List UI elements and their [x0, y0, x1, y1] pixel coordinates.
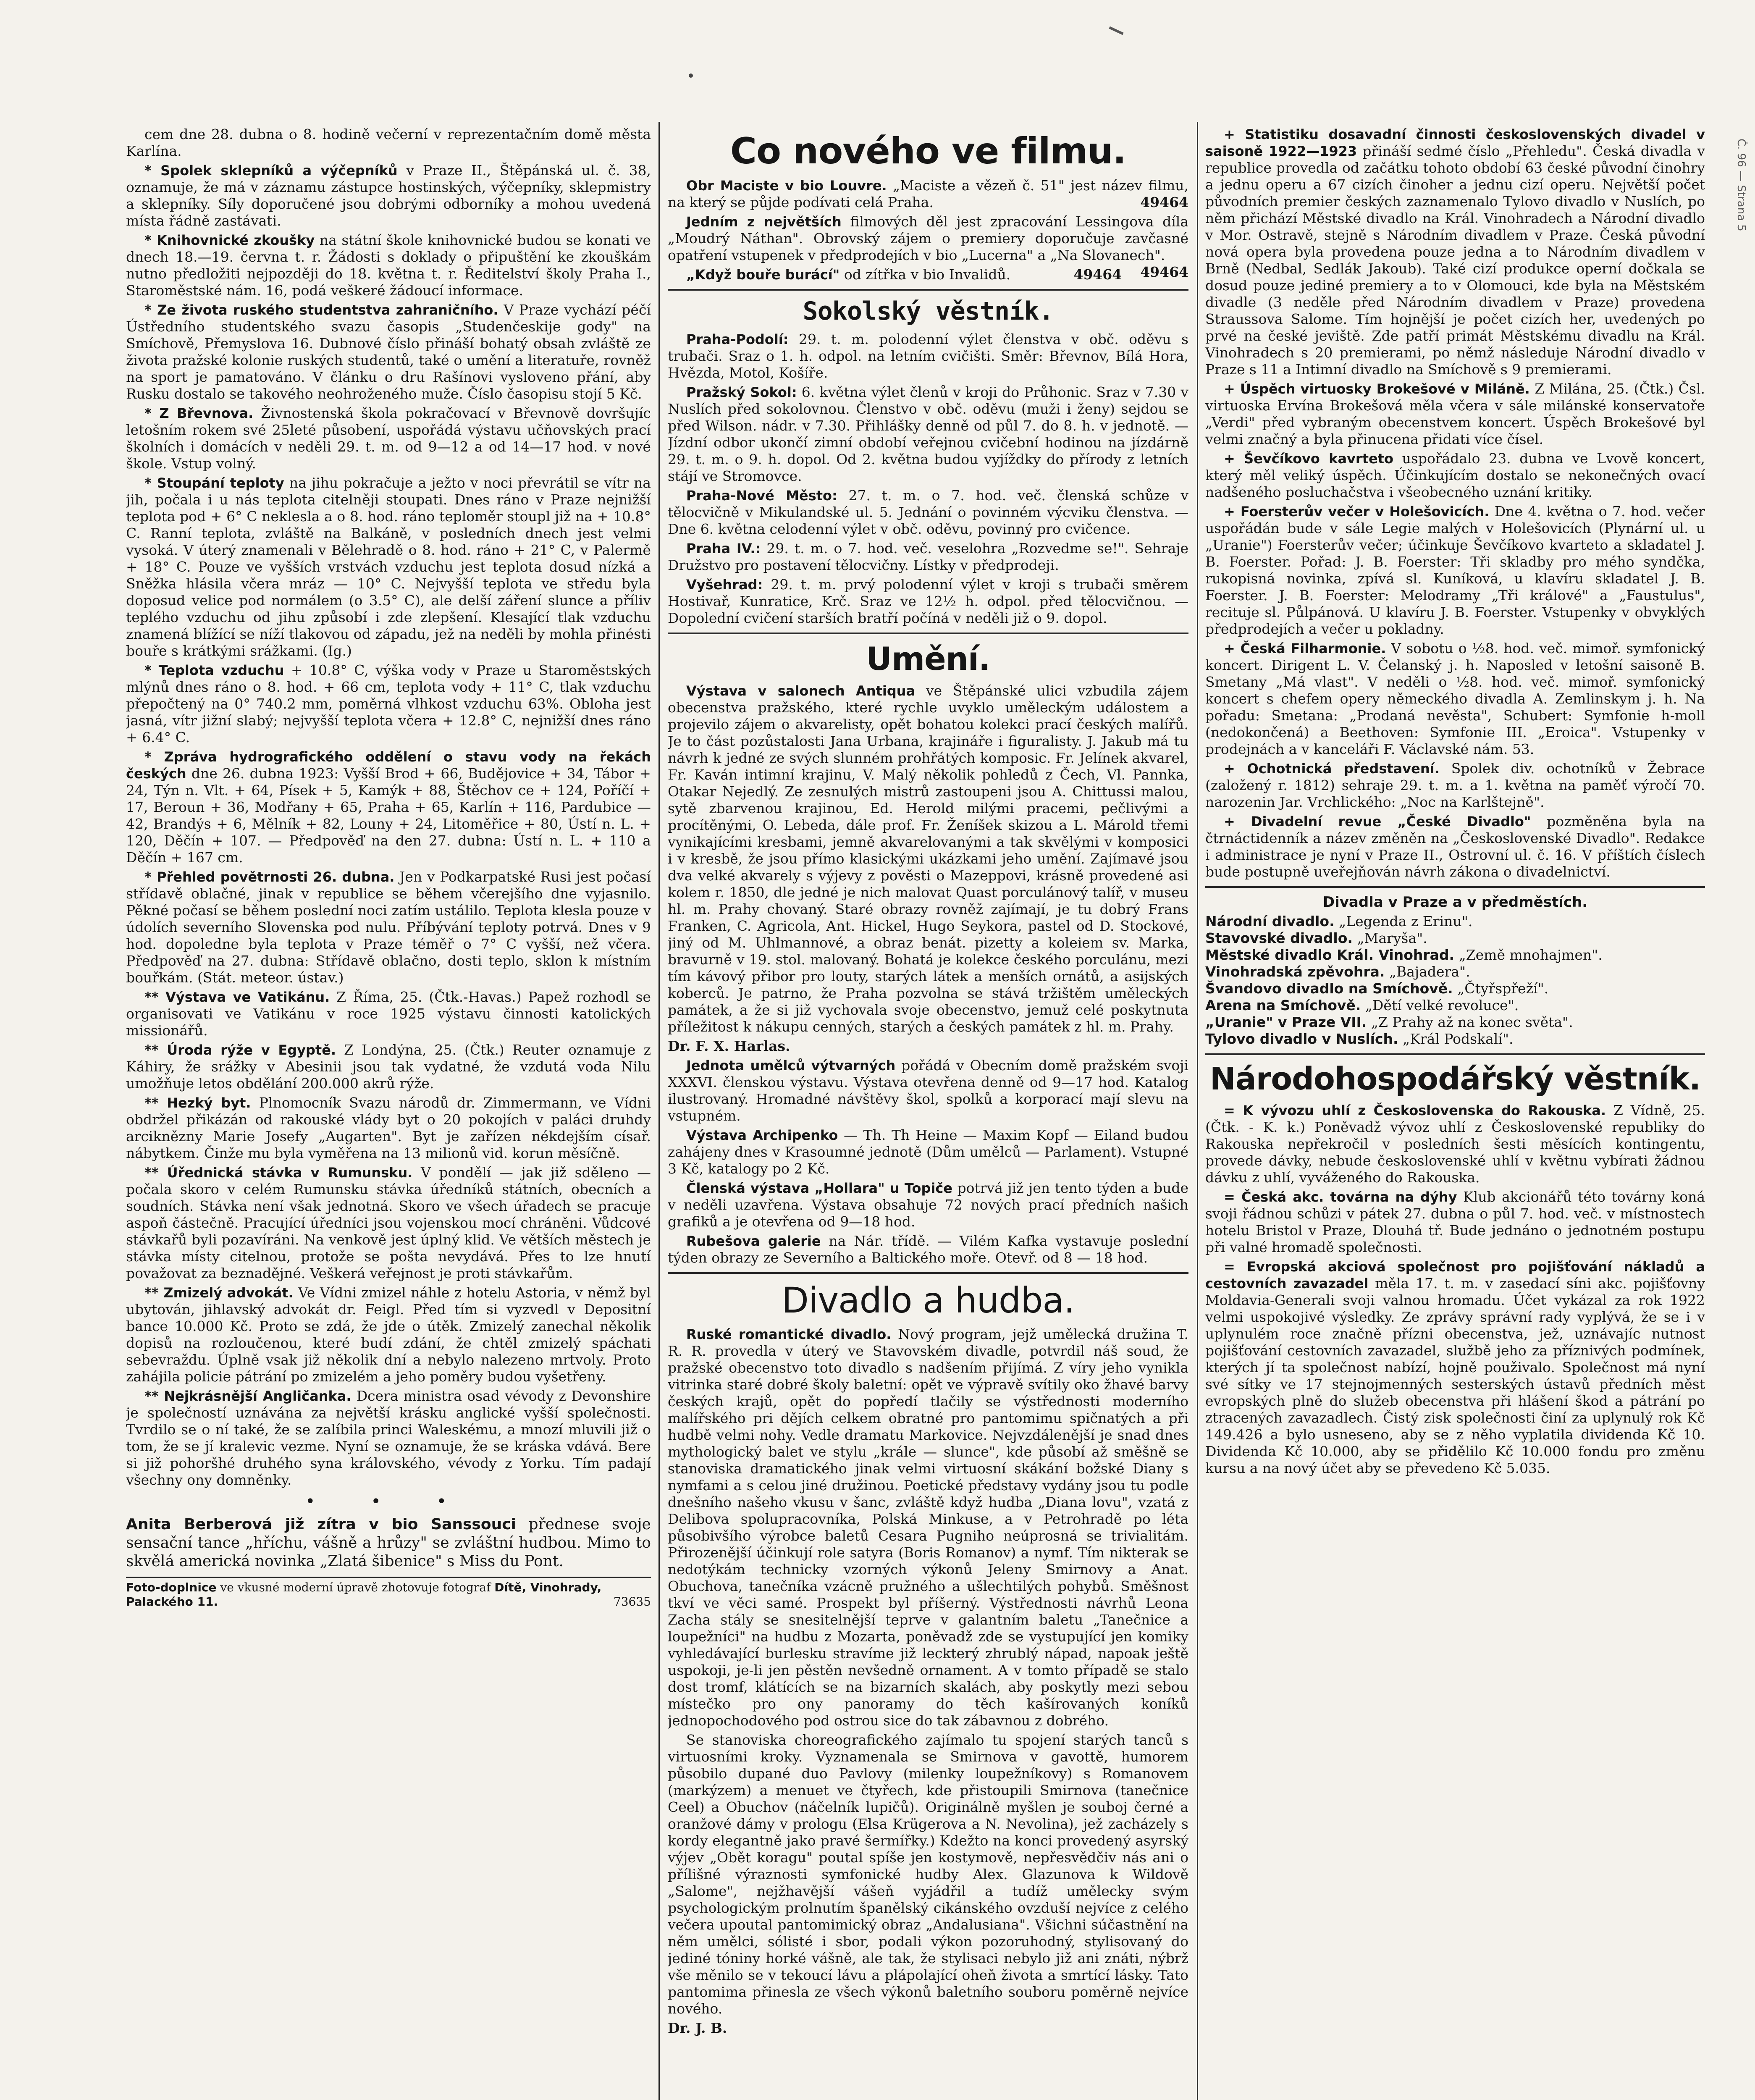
article-text: Živnostenská škola pokračovací v Břevnově dovršujíc letošním rokem své 25leté působení, uspořádá výstavu učňovských prací školních i domácích v neděli 29. t. m. od 9—12 a od 14—17 hod. v nové škole. Vstup volný. — [126, 405, 651, 472]
advert-heading: Anita Berberová již zítra v bio Sanssouci — [126, 1516, 516, 1533]
cinema-advert — [126, 1515, 651, 1571]
article-paragraph — [668, 1127, 1188, 1177]
play-title: „Dětí velké revoluce". — [1365, 997, 1519, 1013]
article-text: Se stanoviska choreografického zajímalo tu spojení starých tanců s virtuosními kroky. Vyznamenala se Smirnova v gavottě, humorem působilo dupané duo Pavlovy (milenky loupežníkovy) s Romanovem (markýzem) a menuet ve čtyřech, kde přistoupili Smirnova (tanečnice Ceel) a Obuchov (náčelník lupičů). Originálně myšlen je souboj černé a oranžové dámy v prologu (Elsa Krügerova a N. Nevolina), jež zacházely s kordy elegantně jako pravé šermířky.) Kdežto na konci provedený asyrský výjev „Obět koragu" poutal spíše jen kostymově, nepřesvědčiv nás ani o přílišné výraznosti symfonické hudby Alex. Glazunova k Wildově „Salome", nejžhavější vášeň vyjádřil a tudíž umělecky svým psychologickým prolnutím španělský cikánského ovzduší nejvíce z celého večera upoutal pantomimický obraz „Andalusiana". Všichni súčastnění na něm umělci, sólisté i sbor, podali výkon pozoruhodný, stylisovaný do jediné tóniny horké vášně, ale tak, že stylisaci nebylo již ani znáti, nýbrž vše měnilo se v tekoucí lávu a plápolající oheň života a smrtící lásky. Tato pantomima přinesla ze všech výkonů baletního souboru poměrně nejvíce nového. — [668, 1732, 1188, 2017]
article-text: Ve Vídni zmizel náhle z hotelu Astoria, v němž byl ubytován, jihlavský advokát dr. Feigl. Před tím si vyzvedl v Depositní bance 10.000 Kč. Proto se zdá, že jde o útěk. Zmizelý zanechal několik dopisů na rozloučenou, které budí zdání, že chtěl zmizelý spáchati sebevraždu. Úplně vsak již několik dní a nebylo nalezeno mrtvoly. Proto zahájila policie pátrání po zmizelém a jeho poměry budou vyšetřeny. — [126, 1284, 651, 1385]
article-paragraph — [126, 1095, 651, 1162]
advert-code: 49464 — [1140, 194, 1188, 210]
article-heading: ** Zmizelý advokát. — [144, 1285, 294, 1301]
article-heading: * Knihovnické zkoušky — [144, 232, 315, 248]
photo-advert-bold: Foto-doplnice — [126, 1580, 217, 1594]
article-heading: + Statistiku dosavadní činnosti československých divadel v saisoně 1922—1923 — [1205, 126, 1705, 159]
article-paragraph — [668, 1180, 1188, 1230]
article-signature: Dr. J. B. — [668, 2020, 727, 2036]
article-text: uspořádalo 23. dubna ve Lvově koncert, který měl veliký úspěch. Účinkujícím dostalo se nekonečných ovací nadšeného posluchačstva i všeobecného uznání kritiky. — [1205, 450, 1705, 500]
playlist-row — [1205, 947, 1705, 963]
section-rule — [668, 289, 1188, 291]
article-paragraph — [126, 1388, 651, 1488]
article-text: dne 26. dubna 1923: Vyšší Brod + 66, Budějovice + 34, Tábor + 24, Týn n. Vlt. + 64, Písek + 5, Kamýk + 88, Štěchov ce + 124, Poříčí + 17, Beroun + 36, Modřany + 65, Praha + 65, Karlín + 116, Pardubice — 42, Brandýs + 6, Mělník + 82, Louny + 24, Litoměřice + 80, Ústí n. L. + 120, Děčín + 107. — Předpověď na den 27. dubna: Ústí n. L. + 110 a Děčín + 167 cm. — [126, 765, 651, 866]
article-text: Z Londýna, 25. (Čtk.) Reuter oznamuje z Káhiry, že srážky v Abesinii jsou tak vydatné, že vzdutá voda Nilu umožňuje letos obdělání 200.000 akrů rýže. — [126, 1042, 651, 1092]
article-text: Jen v Podkarpatské Rusi jest počasí střídavě oblačné, jinak v republice se během včerejšího dne vyjasnilo. Pěkné počasí se během poslední noci zatím ustálilo. Teplota klesla pouze v údolích severního Slovenska pod nulu. Příbývání teploty potrvá. Dnes v 9 hod. dopoledne byla teplota v Praze téměř o 7° C vyšší, než včera. Předpověď na 27. dubna: Střídavě oblačno, dosti teplo, sklon k místním bouřkám. (Stát. meteor. ústav.) — [126, 869, 651, 986]
article-heading: ** Úřednická stávka v Rumunsku. — [144, 1165, 413, 1181]
article-heading: * Přehled povětrnosti 26. dubna. — [144, 869, 395, 885]
article-heading: „Když bouře burácí" — [686, 267, 840, 283]
article-paragraph — [1205, 1102, 1705, 1186]
advert-code: 49464 — [1073, 266, 1122, 283]
news-items — [126, 126, 651, 1488]
article-heading: + Ochotnická představení. — [1224, 761, 1440, 777]
margin-note: Č. 96 — Strana 5 — [1735, 139, 1747, 231]
article-heading: ** Nejkrásnější Angličanka. — [144, 1388, 352, 1404]
column-rule-left — [658, 122, 660, 2100]
theatre-playlist — [1205, 913, 1705, 1047]
theatre-name: Městské divadlo Král. Vinohrad. — [1205, 947, 1455, 963]
theatre-section-title: Divadlo a hudba. — [782, 1280, 1075, 1321]
article-paragraph — [126, 162, 651, 229]
article-paragraph — [126, 869, 651, 986]
article-text: filmových děl jest zpracování Lessingova díla „Moudrý Náthan". Obrovský zájem o premiery doporučuje zavčasné opatření vstupenek v předprodejích v bio „Lucerna" a „Na Slovanech". — [668, 213, 1188, 263]
article-heading: = K vývozu uhlí z Československa do Rakouska. — [1224, 1102, 1606, 1118]
article-paragraph — [668, 540, 1188, 574]
article-heading: Výstava v salonech Antiqua — [686, 683, 916, 699]
article-text: V pondělí — jak již sděleno — počala skoro v celém Rumunsku stávka úředníků státních, obecních a soudních. Stávka není však jednotná. Skoro ve všech úřadech se pracuje aspoň částečně. Pracující úředníci jsou vojenskou mocí chráněni. Vůdcové stávkařů byli pozavíráni. Na venkově jest úplný klid. Ve větších městech je stávka místy citelnou, protože se pošta nevydává. Přes to lze hnutí považovat za beznadějné. Veškerá veřejnost je proti stávkařům. — [126, 1164, 651, 1281]
advert-text: přednese svoje sensační tance „hříchu, vášně a hrůzy" se zvláštní hudbou. Mimo to skvělá americká novinka „Zlatá šibenice" s Miss du Pont. — [126, 1516, 651, 1570]
article-paragraph — [1205, 640, 1705, 758]
article-paragraph — [126, 662, 651, 746]
article-text: cem dne 28. dubna o 8. hodině večerní v reprezentačním domě města Karlína. — [126, 126, 651, 159]
article-heading: Praha-Podolí: — [686, 331, 789, 347]
article-paragraph — [668, 384, 1188, 485]
advert-code: 49464 — [1140, 264, 1188, 280]
playlist-row — [1205, 913, 1705, 930]
article-text: Z Vídně, 25. (Čtk. - K. k.) Poněvadž vývoz uhlí z Československé republiky do Rakouska nepřekročil v posledních šesti měsících kontingentu, provede dávky, nebude československé uhlí v květnu vybírati žádnou dávku z uhlí, vyváženého do Rakouska. — [1205, 1102, 1705, 1186]
article-text: v Praze II., Štěpánská ul. č. 38, oznamuje, že má v záznamu zástupce hostinských, výčepníky, sklepmistry a sklepníky. Síly doporučené jsou dobrými odborníky a mohou uvedená místa řádně zastávati. — [126, 162, 651, 229]
article-text: na Nár. třídě. — Vilém Kafka vystavuje poslední týden obrazy ze Severního a Baltického moře. Otevř. od 8 — 18 hod. — [668, 1233, 1188, 1266]
article-text: Klub akcionářů této továrny koná svoji řádnou schůzi v pátek 27. dubna o půl 7. hod. več. v místnostech hotelu Bristol v Praze, Dlouhá tř. Bude jednáno o jednotném postupu při valné hromadě společnosti. — [1205, 1189, 1705, 1255]
article-paragraph — [126, 302, 651, 402]
article-text: Nový program, jejž umělecká družina T. R. R. provedla v úterý ve Stavovském divadle, potvrdil náš soud, že pražské obecenstvo toto divadlo s nadšením přijímá. Z víry jeho vynikla vitrinka staré dobré školy baletní: opět ve výpravě svítily oko žhavé barvy českých krajů, opět do popředí tlačily se výstřednosti moderního malířského pri dějích celkem obratné pro pantomimu spičnatých a při hudbě velmi nohy. Vedle dramatu Markovice. Nejvzdálenější je snad dnes mythologický balet ve stylu „krále — slunce", kde působí až směšně se stanoviska dramatického jinak velmi virtuosní skákání božské Diany s nymfami a s celou jiné družinou. Poetické představy vydány jsou tu podle dnešního našeho vkusu v šanc, zvláště když hudba „Diana lovu", vzatá z Delibova spolupracovníka, Polská Minkuse, a v Petrohradě po léta působivšího výrobce baletů Cesara Pugniho neúprosná se trivialitám. Přirozenější účinkují role satyra (Boris Romanov) a nymf. Tím nikterak se nedotýkám technicky vzorných výkonů Jeleny Smirnovy a Anat. Obuchova, tanečníka vzácně pružného a ušlechtilých pohybů. Směšnost tkví ve věci samé. Prospekt byl příšerný. Výstřednosti návrhů Leona Zacha stály se snesitelnější teprve v galantním baletu „Tanečnice a loupežníci" na hudbu z Mozarta, poněvadž zde se vystupující jen komiky vyhledávající burlesku stravíme již leckterý zhrublý nápad, napoak ještě uspokoji, je-li jen pěstěn nevšedně ornament. A v tomto případě se stalo dost tromf, klátících se na bizarních skalách, aby poskytly mezi sebou místečko pro ony panoramy do těch kašírovaných koníků jednopochodového pod ostrou sice do tak zábavnou z dobrého. — [668, 1326, 1188, 1729]
article-heading: * Teplota vzduchu — [144, 662, 284, 678]
theatre-name: Národní divadlo. — [1205, 913, 1335, 929]
photo-advert-text: ve vkusné moderní úpravě zhotovuje fotograf — [220, 1580, 491, 1594]
article-paragraph — [668, 1326, 1188, 1729]
article-heading: * Z Břevnova. — [144, 405, 254, 421]
economy-section-title: Národohospodářský věstník. — [1209, 1061, 1701, 1097]
article-heading: Obr Maciste v bio Louvre. — [686, 178, 887, 194]
column-theatre-economy — [1205, 126, 1705, 2100]
article-text: na státní škole knihovnické budou se konati ve dnech 18.—19. června t. r. Žádosti s doklady o připuštění ke zkouškám nutno předložiti nejpozději do 18. května t. r. Ředitelství školy Praha I., Staroměstské nám. 16, podá veškeré žádoucí informace. — [126, 232, 651, 299]
play-title: „Král Podskalí". — [1403, 1031, 1514, 1047]
article-text: Z Říma, 25. (Čtk.-Havas.) Papež rozhodl se organisovati ve Vatikánu v roce 1925 výstavu činnosti katolických missionářů. — [126, 989, 651, 1039]
theatre-name: Arena na Smíchově. — [1205, 997, 1361, 1013]
newspaper-page — [126, 97, 1705, 2100]
section-rule — [668, 1272, 1188, 1274]
article-heading: ** Výstava ve Vatikánu. — [144, 989, 330, 1005]
playlist-row — [1205, 930, 1705, 947]
article-paragraph — [126, 989, 651, 1039]
article-heading: Vyšehrad: — [686, 577, 763, 593]
sokol-items — [668, 331, 1188, 627]
article-text: Dcera ministra osad vévody z Devonshire je společností uznávána za největší krásku anglické vyšší společnosti. Tvrdilo se o ní také, že se zalíbila princi Waleskému, a mnozí mluvili již o tom, že se jí kralevic vezme. Nyní se oznamuje, že se kráska vdává. Bere si již pohoršhé druhého syna královského, vévody z Yorku. Tím padají všechny ony domněnky. — [126, 1388, 651, 1488]
article-heading: Pražský Sokol: — [686, 384, 797, 400]
article-paragraph — [126, 748, 651, 866]
article-paragraph — [668, 331, 1188, 381]
article-text: pořádá v Obecním domě pražském svoji XXXVI. členskou výstavu. Výstava otevřena denně od 9—17 hod. Katalog ilustrovaný. Hromadné návštěvy škol, spolků a korporací mají slevu na vstupném. — [668, 1057, 1188, 1124]
article-heading: * Spolek sklepníků a výčepníků — [144, 163, 398, 178]
article-paragraph — [1205, 1258, 1705, 1477]
article-heading: Jedním z největších — [686, 214, 842, 230]
photographer-advert — [126, 1577, 651, 1609]
article-paragraph — [126, 475, 651, 659]
article-text: 29. t. m. prvý polodenní výlet v kroji s trubači směrem Hostivař, Kunratice, Krč. Sraz ve 12½ h. odpol. před tělocvičnou. — Dopolední cvičení starších bratří počíná v neděli již o 9. dopol. — [668, 576, 1188, 626]
article-paragraph — [1205, 450, 1705, 501]
article-text: na jihu pokračuje a ježto v noci převrátil se vítr na jih, počala i u nás teplota citelněji stoupati. Dnes ráno v Praze nejnižší teplota pod + 6° C neklesla a o 8. hod. ráno teploměr stoupl již na + 10.8° C. Ranní teplota, zvláště na Balkáně, v posledních dnech jest velmi vysoká. V úterý znamenali v Bělehradě o 8. hod. ráno + 21° C, v Palermě + 18° C. Pouze ve vyšších vrstvách vzduchu jest teplota dosud nízká a Sněžka hlásila včera mráz — 10° C. Nejvyšší teplota ve středu byla doposud velice pod normálem (o 3.5° C), ale delší záření slunce a příliv teplého vzduchu od jihu způsobí i zde zlepšení. Klesající tlak vzduchu znamená blížící se níží tlakovou od západu, jež na neděli by mohla přinésti bouře s krátkými srážkami. (Ig.) — [126, 475, 651, 659]
theatre-name: Vinohradská zpěvohra. — [1205, 963, 1385, 980]
article-heading: Výstava Archipenko — [686, 1127, 838, 1143]
play-title: „Země mnohajmen". — [1459, 947, 1603, 963]
article-paragraph — [126, 232, 651, 299]
film-items — [668, 177, 1188, 283]
article-heading: + Foersterův večer v Holešovicích. — [1224, 504, 1490, 520]
separator-dots: • • • — [305, 1492, 472, 1511]
article-paragraph — [668, 1732, 1188, 2017]
article-text: měla 17. t. m. v zasedací síni akc. pojišťovny Moldavia-Generali svoji valnou hromadu. Účet vykázal za rok 1922 velmi uspokojivé výsledky. Ze zprávy správní rady vyplývá, že se i v uplynulém roce značně přízni obecenstva, jež, uznávajíc nutnost pojišťování cestovních zavazadel, službě jeho za příznivých podmínek, kterých jí ta společnost nabízí, hojně použivalo. Společnost má nyní své sítky ve 17 stejnojmenných sesterských ústavů předních měst evropských plně do služeb obecenstva při hlášení škod a pátrání po ztracených zavazadlech. Čistý zisk společnosti činí za uplynulý rok Kč 149.426 a bylo usneseno, aby se z něho vyplatila dividenda Kč 10. Dividenda Kč 10.000, aby se přidělilo Kč 10.000 fondu pro změnu kursu a na nový účet aby se převedeno Kč 5.035. — [1205, 1275, 1705, 1476]
playlist-row — [1205, 997, 1705, 1014]
article-text: — Th. Th Heine — Maxim Kopf — Eiland budou zahájeny dnes v Krasoumné jednotě (Dům umělců — Parlament). Vstupné 3 Kč, katalogy po 2 Kč. — [668, 1127, 1188, 1177]
playlist-title: Divadla v Praze a v předměstích. — [1322, 894, 1588, 911]
playlist-row — [1205, 1031, 1705, 1047]
film-section-title: Co nového ve filmu. — [730, 130, 1126, 172]
article-text: 27. t. m. o 7. hod. več. členská schůze v tělocvičně v Mikulandské ul. 5. Jednání o povinném výcviku členstva. — Dne 6. května celodenní výlet v obč. oděvu, povinný pro cvičence. — [668, 487, 1188, 537]
play-title: „Čtyřspřeží". — [1457, 980, 1549, 997]
article-heading: * Zpráva hydrografického oddělení o stavu vody na řekách českých — [126, 749, 651, 782]
article-heading: ** Hezký byt. — [144, 1095, 251, 1111]
article-paragraph — [1205, 126, 1705, 378]
article-paragraph — [126, 1164, 651, 1282]
article-heading: * Ze života ruského studentstva zahraničního. — [144, 302, 498, 318]
article-heading: Členská výstava „Hollara" u Topiče — [686, 1180, 952, 1196]
article-paragraph — [126, 126, 651, 160]
article-paragraph — [1205, 503, 1705, 638]
article-paragraph — [126, 405, 651, 472]
article-text: od zítřka v bio Invalidů. — [844, 266, 1011, 283]
article-signature: Dr. F. X. Harlas. — [668, 1038, 790, 1054]
theatre-items — [668, 1326, 1188, 2037]
article-paragraph — [668, 177, 1188, 211]
play-title: „Z Prahy až na konec světa". — [1371, 1014, 1573, 1030]
column-rule-right — [1197, 122, 1198, 2100]
theatre-name: „Uranie" v Praze VII. — [1205, 1014, 1367, 1030]
article-text: pozměněna byla na čtrnáctidenník a název změněn na „Československé Divadlo". Redakce i administrace je nyní v Praze II., Ostrovní ul. č. 16. V příštích číslech bude postupně uveřejňován návrh zákona o divadelnictví. — [1205, 813, 1705, 880]
play-title: „Maryša". — [1357, 930, 1427, 946]
article-text: V sobotu o ½8. hod. več. mimoř. symfonický koncert. Dirigent L. V. Čelanský j. h. Naposled v letošní saisoně B. Smetany „Má vlast". V neděli o ½8. hod. več. mimoř. symfonický koncert s chefem opery německého divadla A. Zemlinskym j. h. Na pořadu: Smetana: „Prodaná nevěsta", Schubert: Symfonie h-moll (nedokončená) a Beethoven: Symfonie III. „Eroica". Vstupenky v prodejnách a v kanceláři F. Václavské nám. 53. — [1205, 640, 1705, 757]
article-text: + 10.8° C, výška vody v Praze u Staroměstských mlýnů dnes ráno o 8. hod. + 66 cm, teplota vody + 11° C, tlak vzduchu přepočtený na 0° 740.2 mm, poměrná vlhkost vzduchu 63%. Obloha jest jasná, vítr jižní slabý; nejvyšší teplota včera + 12.8° C, nejnižší dnes ráno + 6.4° C. — [126, 662, 651, 746]
playlist-row — [1205, 963, 1705, 980]
advert-code: 73635 — [613, 1595, 651, 1609]
article-paragraph — [668, 266, 1188, 283]
photo-advert-name: Dítě, Vinohrady, Palackého 11. — [126, 1580, 602, 1609]
article-heading: Praha-Nové Město: — [686, 488, 837, 504]
arts-section-title: Umění. — [866, 640, 990, 677]
article-paragraph — [126, 1284, 651, 1385]
column-news — [126, 126, 651, 2100]
play-title: „Bajadera". — [1389, 963, 1470, 980]
article-heading: + Divadelní revue „České Divadlo" — [1224, 814, 1531, 830]
article-paragraph — [668, 487, 1188, 538]
article-text: potrvá již jen tento týden a bude v neděli uzavřena. Výstava obsahuje 72 nových prací předních našich grafiků a je otevřena od 9—18 hod. — [668, 1180, 1188, 1230]
article-heading: * Stoupání teploty — [144, 475, 284, 491]
section-rule — [668, 633, 1188, 634]
section-rule — [1205, 1053, 1705, 1055]
article-heading: Rubešova galerie — [686, 1233, 821, 1249]
theatre-name: Švandovo divadlo na Smíchově. — [1205, 980, 1453, 997]
article-heading: Ruské romantické divadlo. — [686, 1326, 892, 1342]
article-paragraph — [668, 1233, 1188, 1266]
article-text: 29. t. m. polodenní výlet členstva v obč. oděvu s trubači. Sraz o 1. h. odpol. na letním cvičišti. Směr: Břevnov, Bílá Hora, Hvězda, Motol, Košíře. — [668, 331, 1188, 381]
article-paragraph — [126, 1042, 651, 1092]
section-rule — [1205, 886, 1705, 888]
article-text: Plnomocník Svazu národů dr. Zimmermann, ve Vídni obdržel přikázán od rakouské vlády byt o 20 pokojích v paláci druhdy arciknězny Marie Josefy „Augarten". Byt je zařízen nékdejším císař. nábytkem. Činže mu byla vyměřena na 13 milionů vid. korun měsíčně. — [126, 1095, 651, 1161]
article-text: 6. května výlet členů v kroji do Průhonic. Sraz v 7.30 v Nuslích před sokolovnou. Členstvo v obč. oděvu (muži i ženy) sejdou se před Wilson. nádr. v 7.30. Přihlášky denně od půl 7. do 8. h. v jednotě. — Jízdní odbor ukončí zimní období veřejnou cvičební hodinou na jízdárně 29. t. m. o 9. h. dopol. Od 2. května budou vyjíždky do přírody z letních stájí ve Stromovce. — [668, 384, 1188, 484]
article-paragraph — [1205, 813, 1705, 880]
article-text: Spolek div. ochotníků v Žebrace (založený r. 1812) sehraje 29. t. m. a 1. května na paměť výročí 70. narozenin Jar. Vrchlického: „Noc na Karlštejně". — [1205, 760, 1705, 810]
theatre-name: Stavovské divadlo. — [1205, 930, 1353, 946]
article-paragraph — [1205, 760, 1705, 811]
article-text: Dne 4. května o 7. hod. večer uspořádán bude v sále Legie malých v Holešovicích (Plynární ul. u „Uranie") Foersterův večer; účinkuje Ševčíkovo kvarteto a skladatel J. B. Foerster. Pořad: J. B. Foerster: Tři skladby pro mého syndčka, rukopisná novinka, zpívá sl. Kuníková, u klavíru skladatel J. B. Foerster. J. B. Foerster: Melodramy „Tři králové" a „Faustulus", recituje sl. Půlpánová. U klavíru J. B. Foerster. Vstupenky v obvyklých předprodejích a večer u pokladny. — [1205, 503, 1705, 637]
sokol-section-title: Sokolský věstník. — [803, 297, 1054, 326]
ink-speck — [689, 74, 693, 78]
article-heading: ** Úroda rýže v Egyptě. — [144, 1042, 336, 1058]
theatre-news-items — [1205, 126, 1705, 880]
article-text: ve Štěpánské ulici vzbudila zájem obecenstva pražského, které rychle uvyklo uměleckým událostem a projevilo zájem o akvarelisty, opět bohatou kolekci prací českých malířů. Je to část pozůstalosti Jana Urbana, krajináře i figuralisty. J. Jakub má tu návrh k jedné ze svých slunném prohřátých komposic. Fr. Jelínek akvarel, Fr. Kaván intimní krajinu, V. Malý několik pohledů z Čech, Vl. Pannka, Otakar Nejedlý. Ze zesnulých mistrů zastoupeni jsou A. Chittussi malou, sytě zbarvenou krajinou, Ed. Herold milými pracemi, pečlivými a procítěnými, O. Lebeda, dále prof. Fr. Ženíšek skizou a L. Márold třemi vynikajícími kresbami, jemně akvarelovanými a tak skvělými v komposici i v kresbě, že jsou přímo klasickými ukázkami jeho umění. Zajímavé jsou dva velké akvarely s výjevy z pověsti o Mazeppovi, krásně provedené asi kolem r. 1850, dle jedné je nich malovat Quast porculánový talíř, v museu hl. m. Prahy chovaný. Staré obrazy rovněž zajímají, je tu dobrý Frans Franken, C. Agricola, Ant. Hickel, Hugo Seykora, pastel od D. Stockové, jiný od M. Uhlmannové, a obraz benát. pizetty a koleiem sv. Marka, bravurně v 19. stol. malovaný. Bohatá je kolekce českého porculánu, mezi tím kávový přibor pro louty, starých látek a menších ornátů, a asijských koberců. Je patrno, že Praha pozvolna se stává tržištěm uměleckých památek, a že si již vychovala svoje obecenstvo, jemuž celé poskytnuta příležitost k nákupu cenných, starých a českých památek z hl. m. Prahy. — [668, 682, 1188, 1035]
article-heading: Jednota umělců výtvarných — [686, 1058, 896, 1074]
article-text: 29. t. m. o 7. hod. več. veselohra „Rozvedme se!". Sehraje Družstvo pro postavení tělocvičny. Lístky v předprodeji. — [668, 540, 1188, 573]
article-heading: = Evropská akciová společnost pro pojišťování nákladů a cestovních zavazadel — [1205, 1259, 1705, 1292]
article-heading: + Ševčíkovo kavrteto — [1224, 451, 1393, 467]
play-title: „Legenda z Erinu". — [1339, 913, 1473, 929]
column-film-sokol-arts — [668, 126, 1188, 2100]
article-text: „Maciste a vězeň č. 51" jest název filmu, na který se půjde podívati celá Praha. — [668, 177, 1188, 210]
article-paragraph — [668, 576, 1188, 627]
article-paragraph — [1205, 1189, 1705, 1256]
article-text: V Praze vychází péčí Ústředního studentského svazu časopis „Studenčeskije gody" na Smíchově, Přemyslova 16. Dubnové číslo přináší bohatý obsah zvláště ze života pražské kolonie ruských studentů, také o umění a literatuře, rovněž na sport je pamatováno. V článku o dru Rašínovi vysloveno přání, aby Rusku dostalo se takového neohroženého muže. Číslo časopisu stojí 5 Kč. — [126, 302, 651, 402]
article-heading: + Česká Filharmonie. — [1224, 640, 1386, 656]
page-corner-mark — [1109, 26, 1123, 35]
playlist-row — [1205, 1014, 1705, 1031]
article-heading: Praha IV.: — [686, 541, 761, 556]
article-paragraph — [668, 682, 1188, 1035]
economy-items — [1205, 1102, 1705, 1477]
arts-items — [668, 682, 1188, 1266]
article-heading: = Česká akc. továrna na dýhy — [1224, 1189, 1457, 1205]
article-text: přináší sedmé číslo „Přehledu". Česká divadla v republice provedla od začátku tohoto období 63 české původní činohry a jednu operu a 67 cizích činoher a jednu cizí operu. Největší počet původních premier českých zaznamenalo Tylovo divadlo v Nuslích, po něm přichází Městské divadlo na Král. Vinohradech a Národní divadlo v Mor. Ostravě, stejně s Národním divadlem v Praze. Česká původní nová opera byla provedena pouze jedna a to Národním divadlem v Brně (Nedbal, Sedlák Jakoub). Také cizí produkce operní dočkala se dosud pouze jediné premiery a to v Olomouci, kde byla na Městském divadle (3 neděle před Národním divadlem v Praze) provedena Straussova Salome. Tím hojnější je počet cizích her, uvedených po prvé na české jeviště. Zde patří primát Městskému divadlu na Král. Vinohradech s 20 premierami, po němž následuje Národní divadlo v Praze s 11 a Intimní divadlo na Smíchově s 9 premierami. — [1205, 143, 1705, 378]
article-paragraph — [1205, 381, 1705, 448]
article-heading: + Úspěch virtuosky Brokešové v Miláně. — [1224, 381, 1530, 397]
article-text: Z Milána, 25. (Čtk.) Čsl. virtuoska Ervína Brokešová měla včera v sále milánské konservatoře „Verdi" před vybraným obecenstvem koncert. Úspěch Brokešové byl velmi značný a byla přinucena přidati více čísel. — [1205, 381, 1705, 447]
theatre-name: Tylovo divadlo v Nuslích. — [1205, 1031, 1398, 1047]
playlist-row — [1205, 980, 1705, 997]
article-paragraph — [668, 1057, 1188, 1124]
